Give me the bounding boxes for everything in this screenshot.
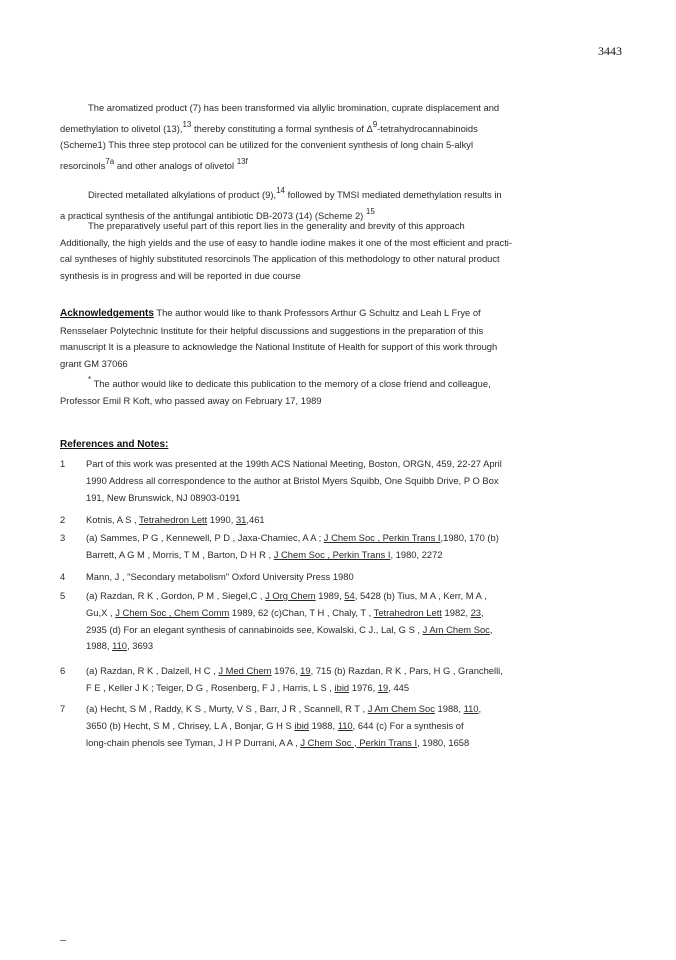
asterisk-note: * — [88, 375, 92, 384]
text-line: Acknowledgements The author would like to thank Professors Arthur G Schultz and Leah L Frye of — [60, 307, 481, 319]
reference-4 — [60, 569, 630, 586]
text-line: (Scheme1) This three step protocol can be utilized for the convenient synthesis of long chain 5-alkyl — [60, 139, 474, 150]
text-line: Barrett, A G M , Morris, T M , Barton, D H R , J Chem Soc , Perkin Trans I, 1980, 2272 — [86, 548, 443, 560]
journal-name: J Med Chem — [218, 665, 272, 676]
citation-superscript: 15 — [365, 206, 375, 216]
text-line: (a) Sammes, P G , Kennewell, P D , Jaxa-Chamiec, A A ; J Chem Soc , Perkin Trans I,1980, 170 (b) — [86, 532, 499, 543]
reference-number: 6 — [60, 665, 66, 676]
paragraph-conclusion — [60, 218, 620, 284]
reference-number: 4 — [60, 571, 66, 582]
paragraph-olivetol — [60, 100, 620, 174]
text-line: Professor Emil R Koft, who passed away on February 17, 1989 — [60, 394, 322, 406]
reference-7 — [60, 701, 630, 751]
text-line: Kotnis, A S , Tetrahedron Lett 1990, 31,461 — [86, 514, 265, 525]
text-line: Part of this work was presented at the 199th ACS National Meeting, Boston, ORGN, 459, 22-27 April — [86, 458, 502, 469]
text-line: Additionally, the high yields and the use of easy to handle iodine makes it one of the most efficient and practi- — [60, 236, 513, 248]
page-number: 3443 — [598, 44, 622, 58]
citation-superscript: 7a — [105, 156, 115, 166]
reference-2 — [60, 512, 630, 529]
journal-name: ibid — [294, 719, 310, 731]
reference-number: 5 — [60, 590, 66, 601]
journal-name: Tetrahedron Lett — [138, 514, 208, 525]
reference-6 — [60, 663, 630, 697]
text-line: cal syntheses of highly substituted resorcinols The application of this methodology to other natural product — [60, 253, 500, 264]
journal-name: J Am Chem Soc — [422, 623, 490, 635]
text-line: manuscript It is a pleasure to acknowledge the National Institute of Health for support of this work through — [60, 341, 498, 352]
text-line: resorcinols7a and other analogs of olivetol 13f — [60, 156, 248, 171]
acknowledgements-heading: Acknowledgements — [60, 308, 154, 319]
journal-name: J Am Chem Soc — [367, 703, 435, 714]
reference-number: 7 — [60, 703, 66, 714]
journal-name: J Chem Soc , Chem Comm — [115, 606, 230, 618]
reference-number: 2 — [60, 514, 66, 525]
text-line: Mann, J , "Secondary metabolism" Oxford University Press 1980 — [86, 571, 354, 582]
journal-name: J Chem Soc , Perkin Trans I — [323, 532, 441, 543]
text-line: demethylation to olivetol (13),13 thereby constituting a formal synthesis of Δ9-tetrahydrocannabinoids — [60, 119, 478, 134]
volume: 110 — [463, 703, 479, 714]
text-line: The aromatized product (7) has been transformed via allylic bromination, cuprate displacement and — [88, 102, 500, 113]
reference-5 — [60, 588, 630, 655]
text-line: 3650 (b) Hecht, S M , Chrisey, L A , Bonjar, G H S ibid 1988, 110, 644 (c) For a synthesis of — [86, 719, 464, 731]
text-line: Gu,X , J Chem Soc , Chem Comm 1989, 62 (c)Chan, T H , Chaly, T , Tetrahedron Lett 1982, 23, — [86, 606, 484, 618]
text-line: grant GM 37066 — [60, 357, 128, 369]
text-line: (a) Razdan, R K , Dalzell, H C , J Med Chem 1976, 19, 715 (b) Razdan, R K , Pars, H G , Granchelli, — [86, 665, 503, 676]
text-line: long-chain phenols see Tyman, J H P Durrani, A A , J Chem Soc , Perkin Trans I, 1980, 1658 — [86, 736, 470, 748]
text-line: F E , Keller J K ; Teiger, D G , Rosenberg, F J , Harris, L S , ibid 1976, 19, 445 — [86, 681, 410, 693]
text-line: The preparatively useful part of this report lies in the generality and brevity of this approach — [88, 220, 465, 231]
journal-name: J Chem Soc , Perkin Trans I — [300, 736, 418, 748]
volume: 54 — [344, 590, 355, 601]
text-line: 1990 Address all correspondence to the author at Bristol Myers Squibb, One Squibb Drive, P O Box — [86, 474, 499, 486]
text-line: 191, New Brunswick, NJ 08903-0191 — [86, 491, 241, 503]
reference-number: 3 — [60, 532, 66, 543]
volume: 31 — [235, 514, 247, 525]
journal-name: J Org Chem — [265, 590, 316, 601]
text-line: 1988, 110, 3693 — [86, 640, 154, 652]
references-heading: References and Notes: — [60, 439, 169, 450]
text-line: Rensselaer Polytechnic Institute for their helpful discussions and suggestions in the preparation of this — [60, 324, 484, 336]
citation-superscript: 13f — [236, 156, 248, 166]
reference-number: 1 — [60, 458, 66, 469]
text-line: a practical synthesis of the antifungal antibiotic DB-2073 (14) (Scheme 2) 15 — [60, 206, 375, 221]
text-line: Directed metallated alkylations of product (9),14 followed by TMSI mediated demethylation results in — [88, 186, 502, 200]
text-line: 2935 (d) For an elegant synthesis of cannabinoids see, Kowalski, C J., Lal, G S , J Am Chem Soc, — [86, 623, 493, 635]
volume: 110 — [112, 640, 128, 652]
reference-1 — [60, 456, 630, 506]
volume: 110 — [337, 719, 353, 731]
journal-name: J Chem Soc , Perkin Trans I — [273, 548, 391, 560]
text-line: * The author would like to dedicate this publication to the memory of a close friend and colleague, — [88, 375, 491, 389]
journal-name: ibid — [334, 681, 350, 693]
superscript: 9 — [372, 119, 378, 129]
journal-name: Tetrahedron Lett — [373, 606, 442, 618]
volume: 23 — [470, 606, 482, 618]
text-line: (a) Hecht, S M , Raddy, K S , Murty, V S , Barr, J R , Scannell, R T , J Am Chem Soc 1988, 110, — [86, 703, 482, 714]
volume: 19 — [377, 681, 389, 693]
volume: 19 — [300, 665, 311, 676]
acknowledgements — [60, 305, 620, 409]
text-line: synthesis is in progress and will be reported in due course — [60, 269, 301, 281]
reference-3 — [60, 530, 630, 564]
scan-mark — [60, 940, 66, 941]
citation-superscript: 13 — [182, 119, 192, 129]
citation-superscript: 14 — [276, 186, 286, 195]
text-line: (a) Razdan, R K , Gordon, P M , Siegel,C , J Org Chem 1989, 54, 5428 (b) Tius, M A , Kerr, M A , — [86, 590, 487, 601]
